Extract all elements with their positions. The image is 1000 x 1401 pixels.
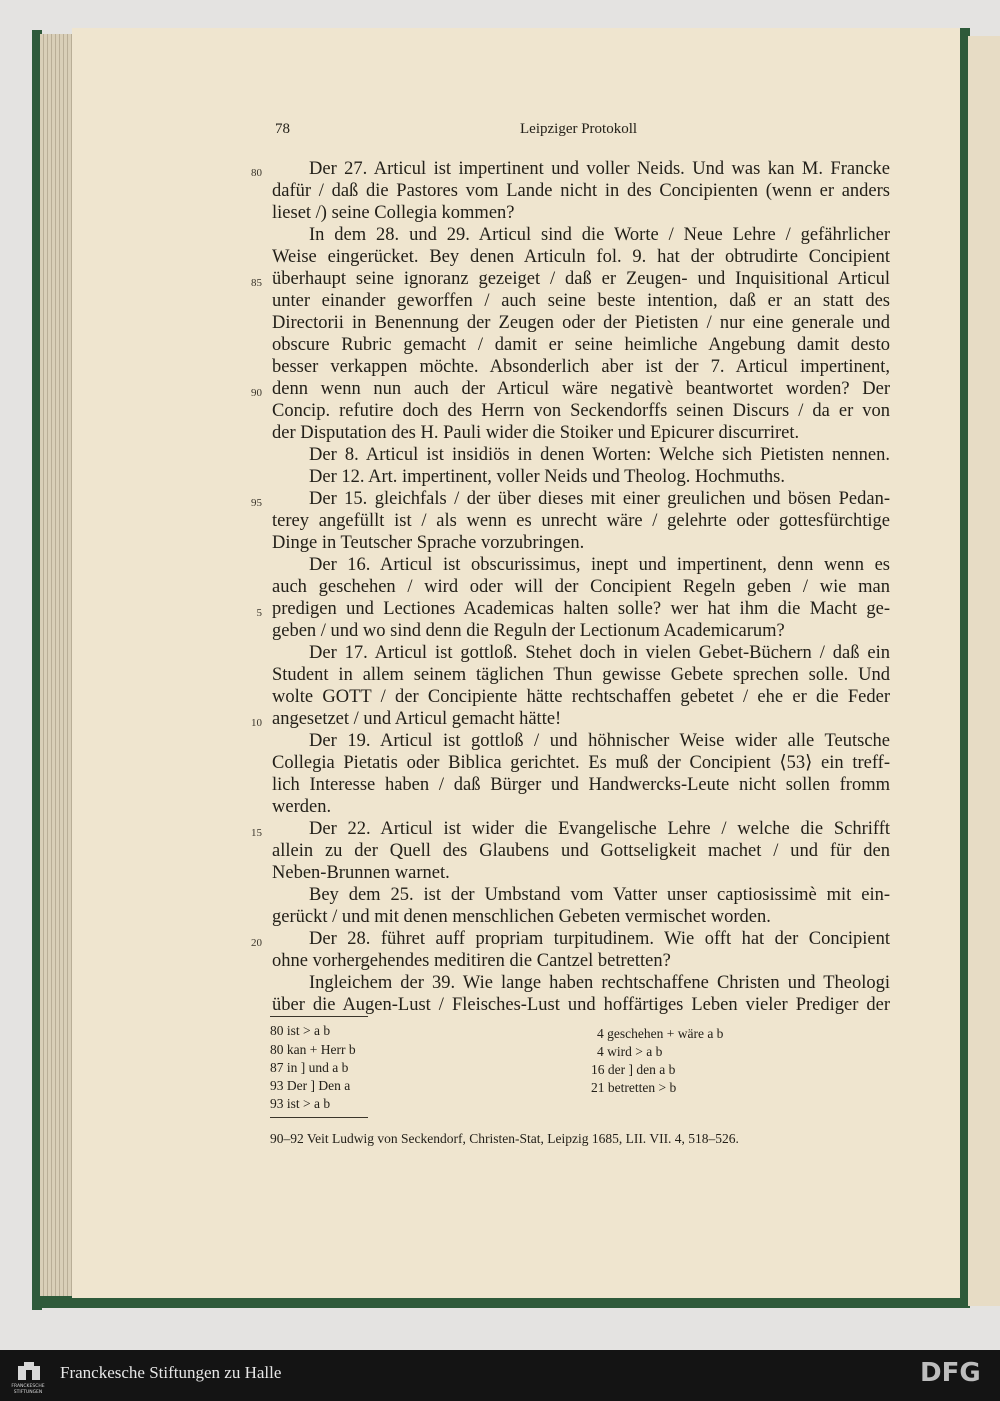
text-line: Der 16. Articul ist obscurissimus, inept und impertinent, denn wenn es <box>309 555 890 575</box>
text-line: wolte GOTT / der Concipiente hätte rechtschaffen gebetet / ehe er die Feder <box>272 687 890 707</box>
apparatus-entry: 16 der ] den a b <box>591 1062 676 1077</box>
text-line: Collegia Pietatis oder Biblica gerichtet. Es muß der Concipient ⟨53⟩ ein treff- <box>272 753 890 773</box>
text-line: Der 8. Articul ist insidiös in denen Worten: Welche sich Pietisten nennen. <box>309 445 890 465</box>
apparatus-entry: 21 betretten > b <box>591 1080 677 1095</box>
text-line: Der 19. Articul ist gottloß / und höhnischer Weise wider alle Teutsche <box>309 731 890 751</box>
line-number: 15 <box>251 827 262 839</box>
apparatus-entry: 80 ist > a b <box>270 1023 331 1038</box>
apparatus-entry: 4 geschehen + wäre a b <box>597 1026 724 1041</box>
text-line: allein zu der Quell des Glaubens und Gottseligkeit machet / und für den <box>272 841 890 861</box>
text-line: geben / und wo sind denn die Reguln der Lectionum Academicarum? <box>272 621 785 641</box>
text-line: überhaupt seine ignoranz gezeiget / daß er Zeugen- und Inquisitional Articul <box>272 269 890 289</box>
text-line: Der 22. Articul ist wider die Evangelische Lehre / welche die Schrifft <box>309 819 890 839</box>
apparatus-entry: 93 ist > a b <box>270 1096 331 1111</box>
text-line: lich Interesse haben / daß Bürger und Handwercks-Leute nicht sollen fromm <box>272 775 890 795</box>
text-line: lieset /) seine Collegia kommen? <box>272 203 515 223</box>
text-line: Directorii in Benennung der Zeugen oder der Pietisten / nur eine generale und <box>272 313 890 333</box>
apparatus-entry: 93 Der ] Den a <box>270 1078 351 1093</box>
text-line: Concip. refutire doch des Herrn von Seckendorffs seinen Discurs / da er von <box>272 401 890 421</box>
text-line: angesetzet / und Articul gemacht hätte! <box>272 709 562 729</box>
dfg-logo: DFG <box>920 1358 981 1388</box>
text-line: werden. <box>272 797 332 817</box>
text-line: Student in allem seinem täglichen Thun gewisse Gebete sprechen solle. Und <box>272 665 890 685</box>
page-number: 78 <box>275 121 290 137</box>
text-line: terey angefüllt ist / als wenn es unrecht wäre / gelehrte oder gottesfürchtige <box>272 511 890 531</box>
text-line: Der 28. führet auff propriam turpitudinem. Wie offt hat der Concipient <box>309 929 890 949</box>
line-number: 85 <box>251 277 262 289</box>
facing-page-edge <box>968 36 1000 1306</box>
running-title: Leipziger Protokoll <box>520 121 638 137</box>
svg-text:STIFTUNGEN: STIFTUNGEN <box>13 1390 43 1395</box>
text-line: gerückt / und mit denen menschlichen Gebeten vermischet worden. <box>272 907 771 927</box>
apparatus-entry: 87 in ] und a b <box>270 1060 349 1075</box>
viewer-footer <box>0 1350 1000 1400</box>
text-line: predigen und Lectiones Academicas halten solle? wer hat ihm die Macht ge- <box>272 599 890 619</box>
text-line: besser verkappen möchte. Absonderlich aber ist der 7. Articul impertinent, <box>272 357 890 377</box>
text-line: Weise eingerücket. Bey denen Articuln fol. 9. hat der obtrudirte Concipient <box>272 247 890 267</box>
page-header <box>272 121 890 141</box>
text-line: Der 27. Articul ist impertinent und voller Neids. Und was kan M. Francke <box>309 159 890 179</box>
line-number: 95 <box>251 497 262 509</box>
text-line: dafür / daß die Pastores vom Lande nicht in des Concipienten (wenn er anders <box>272 181 890 201</box>
text-line: unter einander geworffen / auch seine beste intention, daß er an statt des <box>272 291 890 311</box>
line-number: 20 <box>251 937 262 949</box>
line-number: 90 <box>251 387 262 399</box>
line-number: 80 <box>251 167 262 179</box>
text-line: Der 17. Articul ist gottloß. Stehet doch in vielen Gebet-Büchern / daß ein <box>309 643 890 663</box>
text-line: Dinge in Teutscher Sprache vorzubringen. <box>272 533 585 553</box>
line-number: 5 <box>256 607 262 619</box>
footnote-rule <box>270 1117 368 1118</box>
text-line: Der 12. Art. impertinent, voller Neids und Theolog. Hochmuths. <box>309 467 785 487</box>
apparatus-entry: 4 wird > a b <box>597 1044 663 1059</box>
text-line: Ingleichem der 39. Wie lange haben rechtschaffene Christen und Theologi <box>309 973 890 993</box>
text-line: Bey dem 25. ist der Umbstand vom Vatter unser captiosissimè mit ein- <box>309 885 890 905</box>
svg-text:FRANCKESCHE: FRANCKESCHE <box>11 1384 45 1389</box>
text-line: der Disputation des H. Pauli wider die Stoiker und Epicurer discurriret. <box>272 423 800 443</box>
franckesche-logo-icon <box>4 1358 52 1396</box>
text-line: auch geschehen / wird oder will der Concipient Regeln geben / wie man <box>272 577 890 597</box>
text-line: Neben-Brunnen warnet. <box>272 863 450 883</box>
apparatus-rule <box>270 1016 368 1017</box>
text-line: über die Augen-Lust / Fleisches-Lust und hoffärtiges Leben vieler Prediger der <box>272 995 890 1015</box>
text-line: In dem 28. und 29. Articul sind die Worte / Neue Lehre / gefährlicher <box>309 225 890 245</box>
text-line: denn wenn nun auch der Articul wäre negativè beantwortet worden? Der <box>272 379 890 399</box>
footnote: 90–92 Veit Ludwig von Seckendorf, Christen-Stat, Leipzig 1685, LII. VII. 4, 518–526. <box>270 1131 739 1146</box>
apparatus-entry: 80 kan + Herr b <box>270 1042 356 1057</box>
text-line: obscure Rubric gemacht / damit er seine heimliche Angebung damit desto <box>272 335 890 355</box>
text-line: Der 15. gleichfals / der über dieses mit einer greulichen und bösen Pedan- <box>309 489 890 509</box>
line-number: 10 <box>251 717 262 729</box>
text-line: ohne vorhergehendes meditiren die Cantzel betretten? <box>272 951 671 971</box>
institution-name: Franckesche Stiftungen zu Halle <box>60 1363 282 1382</box>
